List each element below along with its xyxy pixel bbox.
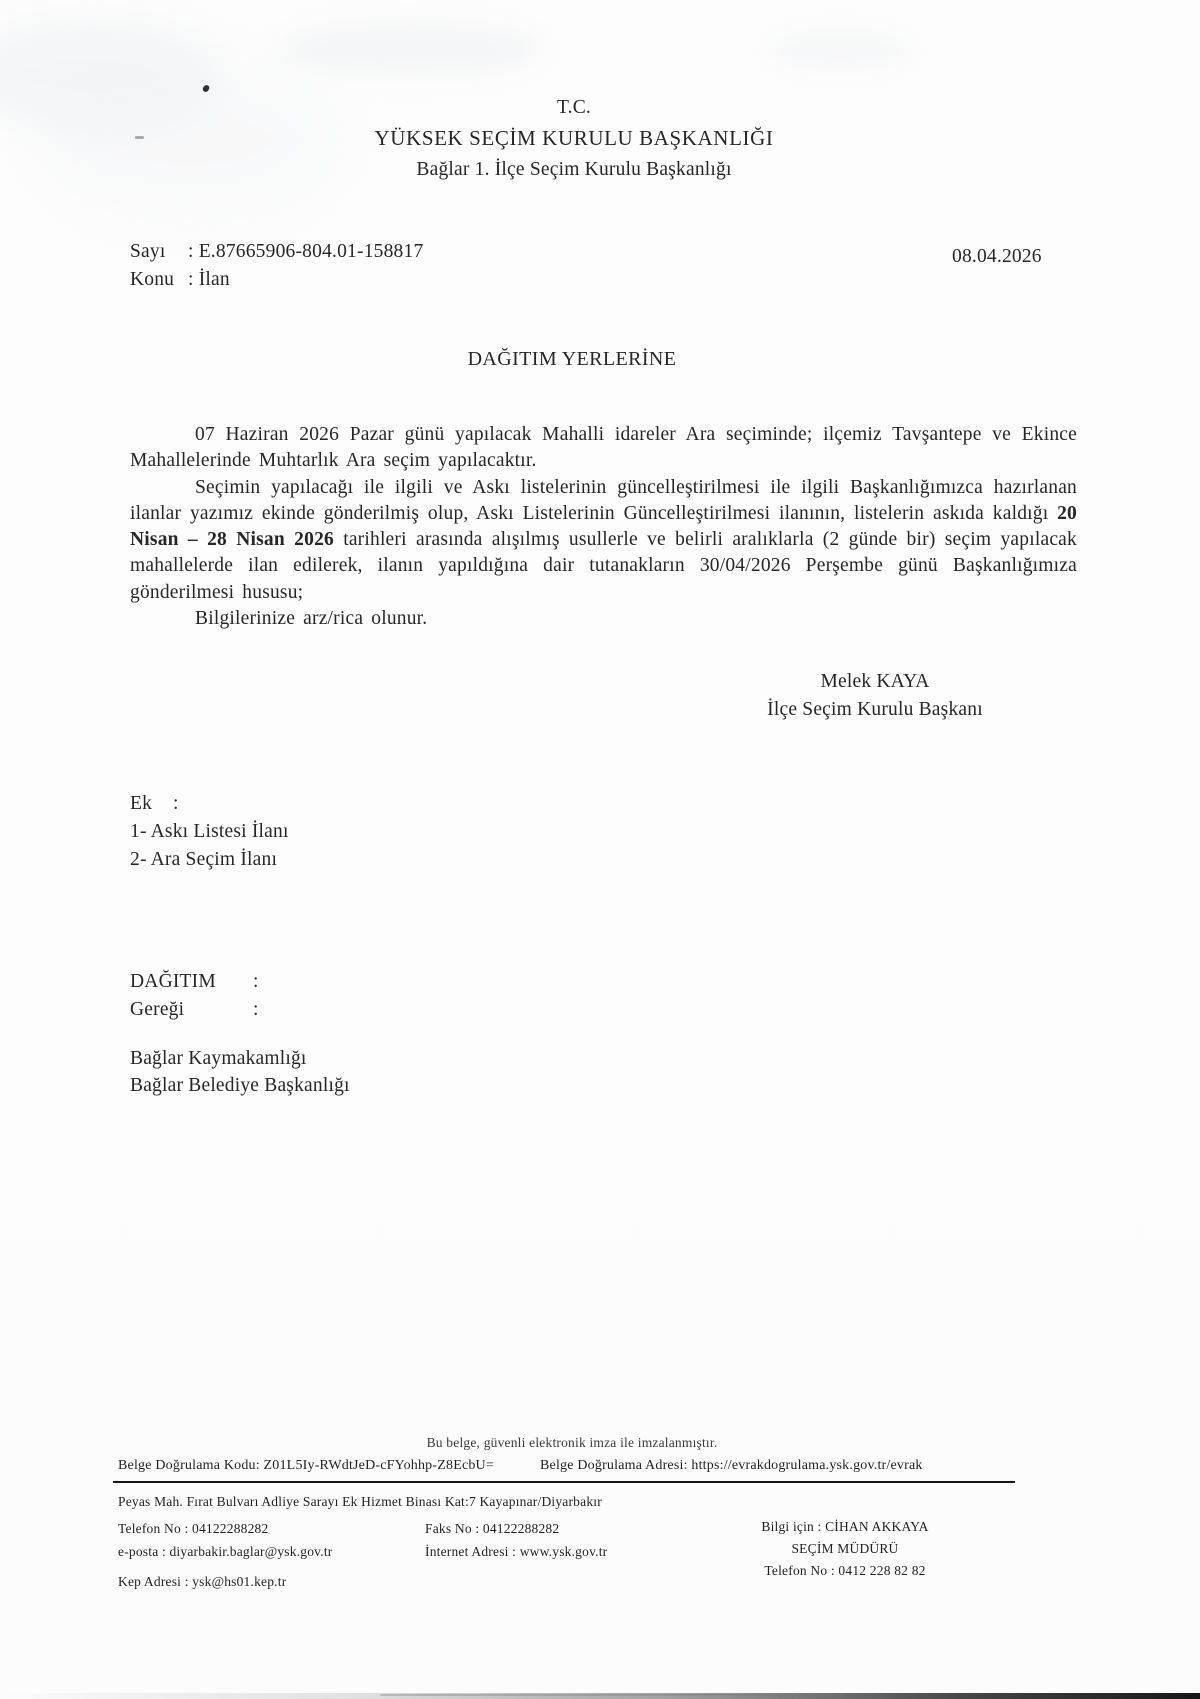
sayi-label: Sayı (130, 241, 166, 262)
scan-edge-shadow (380, 1694, 800, 1696)
attachment-item: 2- Ara Seçim İlanı (130, 849, 278, 870)
signer-name: Melek KAYA (820, 671, 930, 692)
geregi-row (130, 996, 259, 1024)
recipient-item: Bağlar Belediye Başkanlığı (130, 1075, 350, 1096)
geregi-colon: : (253, 999, 259, 1020)
document-date: 08.04.2026 (952, 246, 1042, 267)
verification-address: Belge Doğrulama Adresi: https://evrakdogrulama.ysk.gov.tr/evrak (540, 1458, 923, 1473)
body-paragraph-3: Bilgilerinize arz/rica olunur. (195, 608, 428, 630)
letterhead (0, 92, 1148, 185)
letter-body (130, 422, 1077, 632)
distribution-label: DAĞITIM (130, 971, 216, 992)
konu-row (130, 266, 423, 294)
footer-divider (113, 1481, 1015, 1483)
geregi-label: Gereği (130, 999, 185, 1020)
distribution-colon: : (253, 971, 259, 992)
body-paragraph-2-before: Seçimin yapılacağı ile ilgili ve Askı listelerinin güncelleştirilmesi ile ilgili Başkanlığımızca hazırlanan ilanlar yazımız ekinde gönderilmiş olup, Askı Listelerinin Güncelleştirilmesi ilanının, listelerin askıda kaldığı (130, 476, 1077, 524)
sayi-value: : E.87665906-804.01-158817 (188, 241, 424, 262)
contact-name: Bilgi için : CİHAN AKKAYA (761, 1519, 929, 1534)
contact-phone: Telefon No : 0412 228 82 82 (764, 1563, 926, 1578)
konu-value: : İlan (188, 268, 230, 290)
contact-title: SEÇİM MÜDÜRÜ (791, 1541, 899, 1556)
attachments-colon: : (173, 793, 179, 814)
recipients-list (130, 1045, 350, 1099)
office-email: e-posta : diyarbakir.baglar@ysk.gov.tr (118, 1544, 333, 1559)
scan-smudge (280, 22, 540, 77)
body-paragraph-2-after: tarihleri arasında alışılmış usullerle ve belirli aralıklarla (2 günde bir) seçim yapılacak mahallelerde ilan edilerek, ilanın yapıldığına dair tutanakların 30/04/2026 Perşembe günü Başkanlığımıza gönderilmesi hususu; (130, 529, 1077, 603)
letterhead-subtitle: Bağlar 1. İlçe Seçim Kurulu Başkanlığı (416, 159, 732, 180)
recipient-item: Bağlar Kaymakamlığı (130, 1048, 307, 1069)
distribution-block (130, 968, 259, 1024)
esignature-note: Bu belge, güvenli elektronik imza ile imzalanmıştır. (426, 1435, 718, 1450)
attachments-label: Ek (130, 793, 153, 814)
verification-code: Belge Doğrulama Kodu: Z01L5Iy-RWdtJeD-cFYohhp-Z8EcbU= (118, 1458, 494, 1473)
body-paragraph-2 (130, 475, 1077, 606)
body-paragraph-1: 07 Haziran 2026 Pazar günü yapılacak Mahalli idareler Ara seçiminde; ilçemiz Tavşantepe ve Ekince Mahallelerinde Muhtarlık Ara seçim yapılacaktır. (130, 424, 1077, 472)
signature-block (700, 668, 1050, 723)
attachments-header (130, 790, 289, 818)
scan-edge-shadow (0, 1693, 1200, 1699)
konu-label: Konu (130, 268, 175, 290)
attachments-block (130, 790, 289, 874)
document-meta (130, 238, 423, 293)
office-website: İnternet Adresi : www.ysk.gov.tr (425, 1544, 608, 1559)
distribution-row (130, 968, 259, 996)
letterhead-title: YÜKSEK SEÇİM KURULU BAŞKANLIĞI (374, 126, 774, 150)
office-phone: Telefon No : 04122288282 (118, 1521, 269, 1536)
attachment-item: 1- Askı Listesi İlanı (130, 821, 289, 842)
contact-block (695, 1516, 995, 1582)
subject-line: DAĞITIM YERLERİNE (467, 348, 677, 370)
sayi-row (130, 238, 423, 266)
office-fax: Faks No : 04122288282 (425, 1521, 560, 1536)
office-address: Peyas Mah. Fırat Bulvarı Adliye Sarayı Ek Hizmet Binası Kat:7 Kayapınar/Diyarbakır (118, 1494, 602, 1509)
body-paragraph-2-daterange: 20 Nisan – 28 Nisan 2026 (130, 502, 1077, 551)
scan-smudge (770, 30, 910, 70)
letterhead-tc: T.C. (556, 97, 592, 118)
signer-title: İlçe Seçim Kurulu Başkanı (767, 698, 983, 720)
office-kep-address: Kep Adresi : ysk@hs01.kep.tr (118, 1574, 287, 1589)
